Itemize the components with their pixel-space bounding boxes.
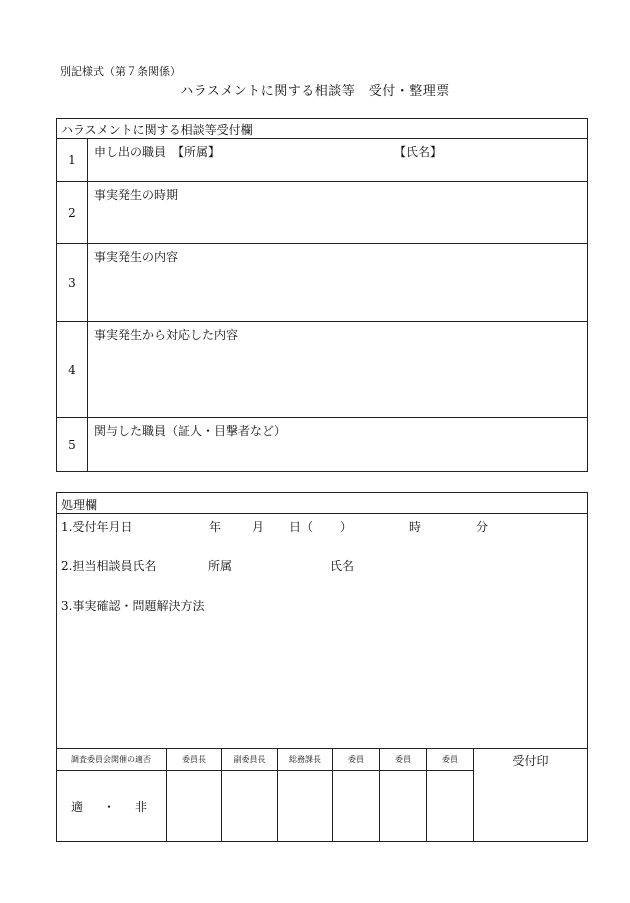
stamp-chair[interactable] bbox=[166, 770, 221, 841]
row-label-name: 【氏名】 bbox=[394, 145, 443, 159]
day-unit[interactable]: 日（ bbox=[289, 520, 314, 534]
row-number: 1 bbox=[57, 139, 88, 181]
stamp-member-1[interactable] bbox=[332, 770, 379, 841]
stamp-member-3[interactable] bbox=[426, 770, 473, 841]
month-unit[interactable]: 月 bbox=[252, 520, 265, 534]
resolution-label: 3.事実確認・問題解決方法 bbox=[61, 599, 205, 613]
row-number: 4 bbox=[57, 322, 88, 417]
hour-unit[interactable]: 時 bbox=[409, 520, 422, 534]
weekday-close: ） bbox=[340, 520, 353, 534]
row-label: 事実発生から対応した内容 bbox=[94, 328, 239, 342]
form-reference: 別記様式（第７条関係） bbox=[60, 65, 181, 78]
reception-header: ハラスメントに関する相談等受付欄 bbox=[57, 119, 587, 139]
row-number: 3 bbox=[57, 244, 88, 321]
counselor-name-field[interactable]: 氏名 bbox=[330, 559, 355, 573]
reception-section bbox=[56, 118, 588, 472]
meeting-suitability[interactable]: 適 ・ 非 bbox=[56, 770, 166, 841]
row-label: 関与した職員（証人・目撃者など） bbox=[94, 424, 287, 438]
row-number: 2 bbox=[57, 182, 88, 243]
reception-row-occurrence-content[interactable] bbox=[57, 244, 587, 322]
counselor-dept-field[interactable]: 所属 bbox=[208, 559, 233, 573]
stamp-member-2[interactable] bbox=[379, 770, 426, 841]
role-member-1: 委員 bbox=[332, 748, 379, 770]
meeting-label: 調査委員会開催の適否 bbox=[56, 748, 166, 770]
row-label: 申し出の職員 【所属】 bbox=[94, 145, 221, 159]
row-label: 事実発生の内容 bbox=[94, 250, 179, 264]
reception-seal[interactable]: 受付印 bbox=[473, 748, 587, 841]
role-member-3: 委員 bbox=[426, 748, 473, 770]
stamp-general-affairs-manager[interactable] bbox=[277, 770, 332, 841]
processing-section bbox=[56, 492, 588, 842]
approval-grid bbox=[57, 748, 587, 841]
row-number: 5 bbox=[57, 418, 88, 471]
reception-row-applicant[interactable] bbox=[57, 139, 587, 182]
minute-unit[interactable]: 分 bbox=[476, 520, 489, 534]
row-label: 事実発生の時期 bbox=[94, 188, 179, 202]
role-vice-chair: 副委員長 bbox=[221, 748, 277, 770]
reception-row-occurrence-date[interactable] bbox=[57, 182, 587, 244]
counselor-label: 2.担当相談員氏名 bbox=[61, 559, 157, 573]
role-member-2: 委員 bbox=[379, 748, 426, 770]
reception-date-label: 1.受付年月日 bbox=[61, 520, 133, 534]
role-chair: 委員長 bbox=[166, 748, 221, 770]
processing-header: 処理欄 bbox=[57, 493, 587, 514]
year-unit[interactable]: 年 bbox=[209, 520, 222, 534]
reception-row-response[interactable] bbox=[57, 322, 587, 418]
page-title: ハラスメントに関する相談等 受付・整理票 bbox=[180, 84, 450, 99]
role-general-affairs-manager: 総務課長 bbox=[277, 748, 332, 770]
stamp-vice-chair[interactable] bbox=[221, 770, 277, 841]
reception-row-involved-staff[interactable] bbox=[57, 418, 587, 471]
